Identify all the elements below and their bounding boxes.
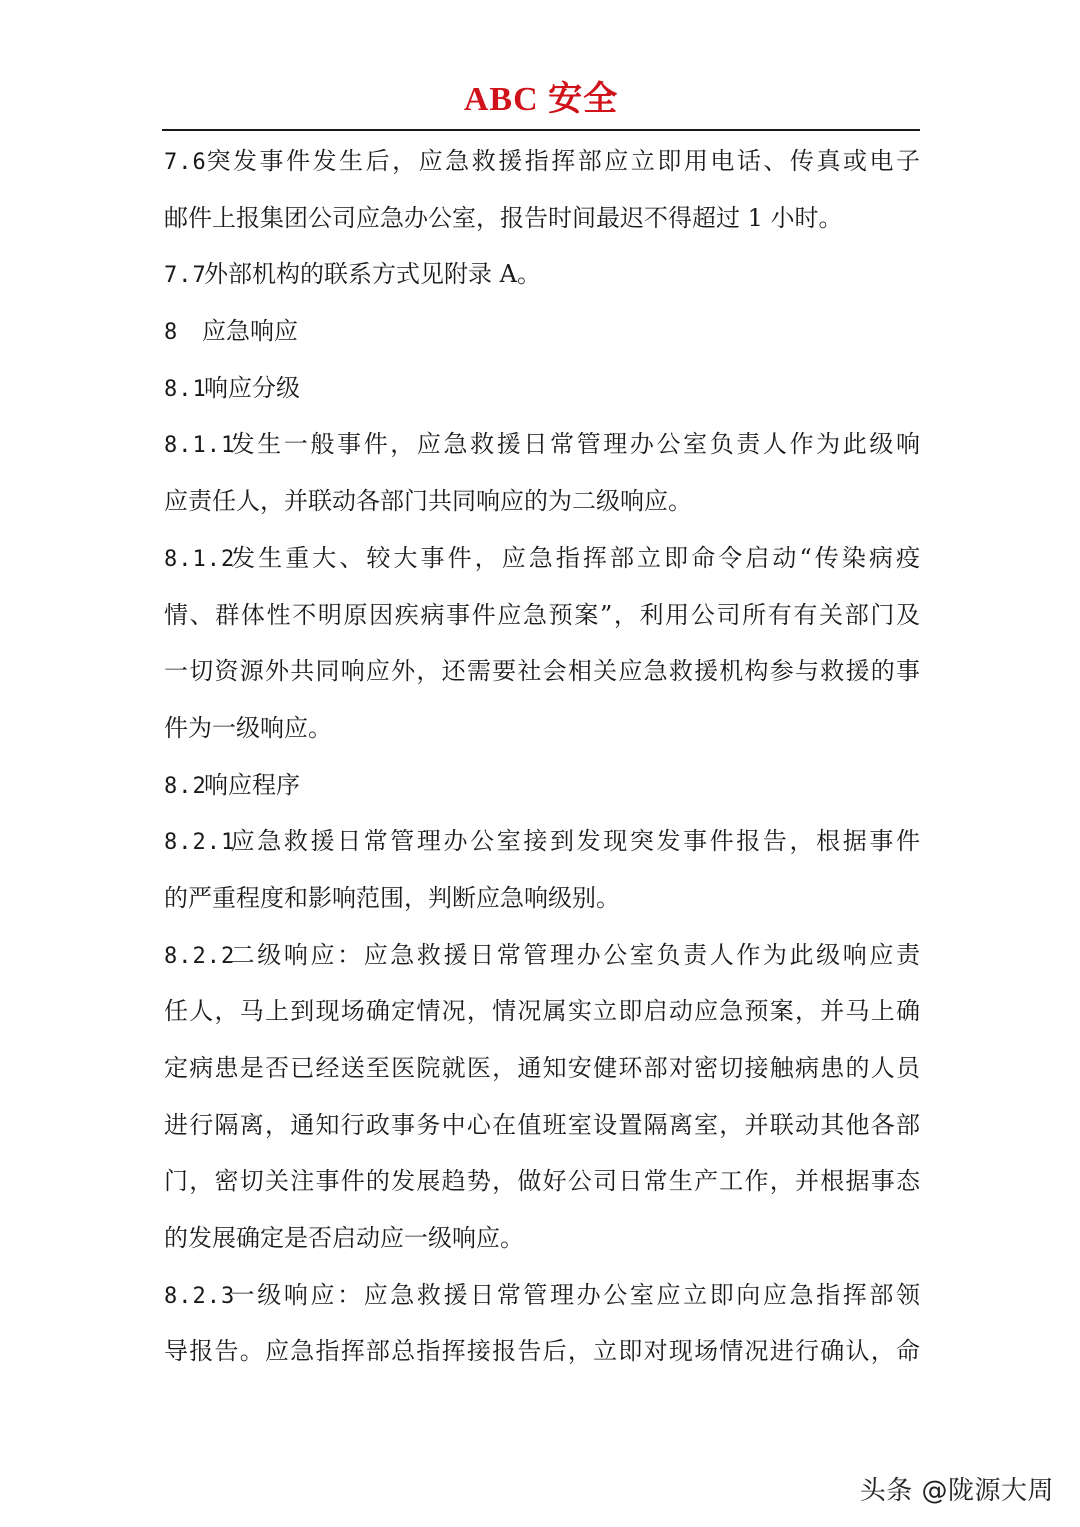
paragraph-text: 一切资源外共同响应外，还需要社会相关应急救援机构参与救援的事 xyxy=(164,657,920,686)
paragraph-8-1-2-line-2 xyxy=(164,592,920,649)
paragraph-8-2-1-line-1 xyxy=(164,818,920,875)
paragraph-text: 的发展确定是否启动应一级响应。 xyxy=(164,1224,524,1253)
paragraph-text: 发生一般事件，应急救援日常管理办公室负责人作为此级响 xyxy=(228,430,920,459)
heading-text: 应急响应 xyxy=(202,317,298,346)
paragraph-8-2-2-line-1 xyxy=(164,932,920,989)
paragraph-text: 突发事件发生后，应急救援指挥部应立即用电话、传真或电子 xyxy=(204,147,920,175)
heading-8 xyxy=(164,308,920,365)
paragraph-text: 应责任人，并联动各部门共同响应的为二级响应。 xyxy=(164,487,692,516)
paragraph-8-2-3-line-1 xyxy=(164,1272,920,1329)
paragraph-7-6-line-1 xyxy=(164,138,920,195)
header-title: ABC 安全 xyxy=(463,81,619,118)
paragraph-8-1-1-line-1 xyxy=(164,421,920,478)
paragraph-8-2-2-line-2 xyxy=(164,988,920,1045)
paragraph-text: 发生重大、较大事件，应急指挥部立即命令启动“传染病疫 xyxy=(228,543,920,572)
heading-8-2 xyxy=(164,762,920,819)
paragraph-text: 外部机构的联系方式见附录 A。 xyxy=(204,260,541,289)
paragraph-8-2-2-line-5 xyxy=(164,1158,920,1215)
paragraph-7-6-line-2 xyxy=(164,195,920,252)
section-number: 7.7 xyxy=(164,263,207,289)
paragraph-7-7 xyxy=(164,251,920,308)
watermark-attribution: 头条 @陇源大周 xyxy=(859,1476,1054,1506)
paragraph-text: 定病患是否已经送至医院就医，通知安健环部对密切接触病患的人员 xyxy=(164,1054,920,1082)
section-number: 8.2 xyxy=(164,773,207,799)
section-number: 8.2.3 xyxy=(164,1283,236,1309)
paragraph-8-2-3-line-2 xyxy=(164,1328,920,1385)
paragraph-8-1-1-line-2 xyxy=(164,478,920,535)
paragraph-text: 任人，马上到现场确定情况，情况属实立即启动应急预案，并马上确 xyxy=(164,997,920,1026)
header-divider xyxy=(162,129,920,131)
section-number: 8.2.2 xyxy=(164,943,236,969)
paragraph-8-2-2-line-4 xyxy=(164,1102,920,1159)
heading-text: 响应程序 xyxy=(204,770,300,799)
section-number: 8.1.1 xyxy=(164,433,236,459)
section-number: 8 xyxy=(164,320,179,346)
section-number: 8.1.2 xyxy=(164,546,236,572)
section-number: 8.1 xyxy=(164,376,207,402)
heading-8-1 xyxy=(164,365,920,422)
paragraph-text: 导报告。应急指挥部总指挥接报告后，立即对现场情况进行确认，命 xyxy=(164,1337,920,1366)
paragraph-8-1-2-line-4 xyxy=(164,705,920,762)
paragraph-8-2-2-line-3 xyxy=(164,1045,920,1102)
document-body xyxy=(164,138,920,1385)
paragraph-text: 情、群体性不明原因疾病事件应急预案”，利用公司所有有关部门及 xyxy=(164,600,920,629)
paragraph-text: 应急救援日常管理办公室接到发现突发事件报告，根据事件 xyxy=(228,827,920,856)
paragraph-8-2-1-line-2 xyxy=(164,875,920,932)
section-number: 7.6 xyxy=(164,150,207,175)
paragraph-text: 二级响应：应急救援日常管理办公室负责人作为此级响应责 xyxy=(228,940,920,969)
heading-text: 响应分级 xyxy=(204,373,300,402)
paragraph-text: 邮件上报集团公司应急办公室，报告时间最迟不得超过 1 小时。 xyxy=(164,203,843,232)
paragraph-text: 一级响应：应急救援日常管理办公室应立即向应急指挥部领 xyxy=(228,1280,920,1309)
section-number: 8.2.1 xyxy=(164,830,236,856)
paragraph-text: 门，密切关注事件的发展趋势，做好公司日常生产工作，并根据事态 xyxy=(164,1167,920,1196)
paragraph-8-1-2-line-1 xyxy=(164,535,920,592)
paragraph-text: 的严重程度和影响范围，判断应急响级别。 xyxy=(164,883,620,912)
paragraph-8-1-2-line-3 xyxy=(164,648,920,705)
paragraph-text: 进行隔离，通知行政事务中心在值班室设置隔离室，并联动其他各部 xyxy=(164,1110,920,1139)
paragraph-text: 件为一级响应。 xyxy=(164,713,332,742)
document-header xyxy=(162,78,920,122)
paragraph-8-2-2-line-6 xyxy=(164,1215,920,1272)
